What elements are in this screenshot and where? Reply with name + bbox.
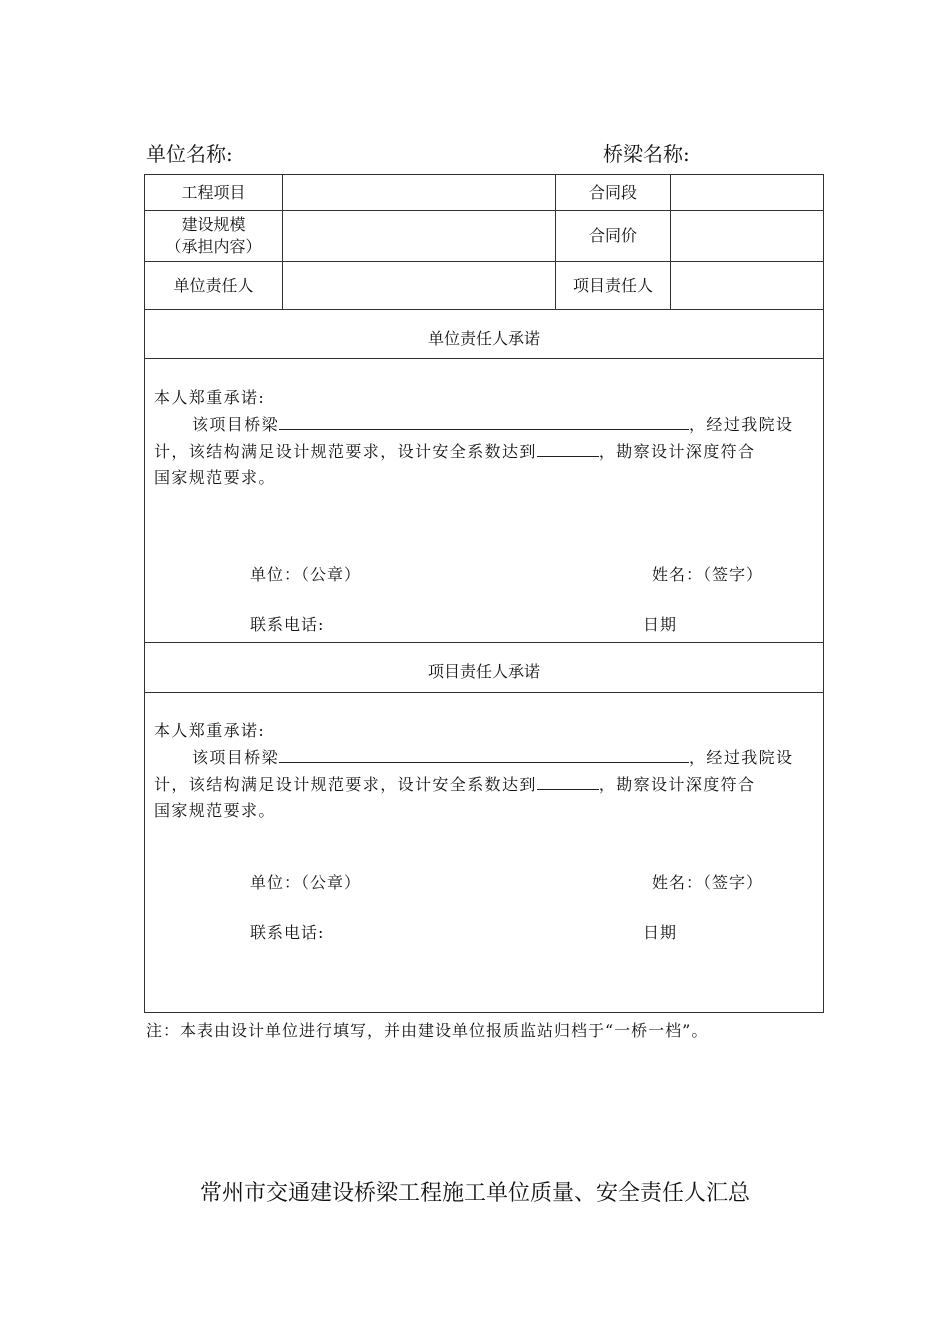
safety-factor-blank[interactable] [537, 771, 599, 790]
next-page-title: 常州市交通建设桥梁工程施工单位质量、安全责任人汇总 [199, 1181, 750, 1206]
line1-suffix: ，经过我院设 [689, 748, 794, 767]
unit-seal: 单位：（公章） [250, 565, 362, 584]
commitment-text [154, 718, 814, 824]
row-divider [145, 358, 823, 359]
scale-label [145, 211, 282, 261]
date-label: 日期 [643, 923, 678, 942]
name-signature: 姓名：（签字） [652, 565, 764, 584]
contract-price-value[interactable] [671, 211, 823, 261]
line2-suffix: ，勘察设计深度符合 [598, 775, 756, 794]
contract-price-label: 合同价 [588, 226, 637, 245]
commitment-line-1 [154, 744, 814, 771]
commitment-intro: 本人郑重承诺: [154, 388, 266, 407]
bridge-name-blank[interactable] [279, 411, 689, 430]
project-responsible-value[interactable] [671, 262, 823, 309]
project-label: 工程项目 [181, 182, 246, 202]
row-divider [145, 692, 823, 693]
line1-prefix: 该项目桥梁 [192, 415, 280, 434]
commitment-line-1 [154, 411, 814, 438]
line2-prefix: 计，该结构满足设计规范要求，设计安全系数达到 [154, 442, 537, 461]
commitment-intro: 本人郑重承诺: [154, 721, 266, 740]
unit-name-label: 单位名称: [146, 142, 233, 166]
safety-factor-blank[interactable] [537, 438, 599, 457]
commitment-form [144, 174, 824, 1013]
contact-phone: 联系电话: [250, 615, 325, 634]
scale-label-line1: 建设规模 [181, 215, 246, 234]
contract-section-value[interactable] [671, 175, 823, 210]
unit-seal: 单位：（公章） [250, 873, 362, 892]
bridge-name-label: 桥梁名称: [603, 142, 690, 166]
project-responsible-label: 项目责任人 [572, 275, 653, 295]
name-signature: 姓名：（签字） [652, 873, 764, 892]
footnote: 注：本表由设计单位进行填写，并由建设单位报质监站归档于“一桥一档”。 [146, 1021, 709, 1040]
bridge-name-blank[interactable] [279, 744, 689, 763]
scale-label-line2: （承担内容） [165, 237, 262, 256]
contact-phone: 联系电话: [250, 923, 325, 942]
commitment-line-3: 国家规范要求。 [154, 468, 276, 487]
line2-suffix: ，勘察设计深度符合 [598, 442, 756, 461]
section-title: 单位责任人承诺 [427, 329, 540, 348]
commitment-line-3: 国家规范要求。 [154, 801, 276, 820]
row-divider [145, 642, 823, 643]
date-label: 日期 [643, 615, 678, 634]
line1-prefix: 该项目桥梁 [192, 748, 280, 767]
commitment-text [154, 385, 814, 491]
line2-prefix: 计，该结构满足设计规范要求，设计安全系数达到 [154, 775, 537, 794]
section-title: 项目责任人承诺 [427, 662, 540, 681]
commitment-line-2 [154, 438, 814, 465]
project-value[interactable] [283, 175, 555, 210]
commitment-line-2 [154, 771, 814, 798]
row-divider [145, 309, 823, 310]
scale-value[interactable] [283, 211, 555, 261]
line1-suffix: ，经过我院设 [689, 415, 794, 434]
contract-section-label: 合同段 [588, 182, 637, 202]
unit-responsible-value[interactable] [283, 262, 555, 309]
unit-responsible-label: 单位责任人 [173, 275, 254, 295]
